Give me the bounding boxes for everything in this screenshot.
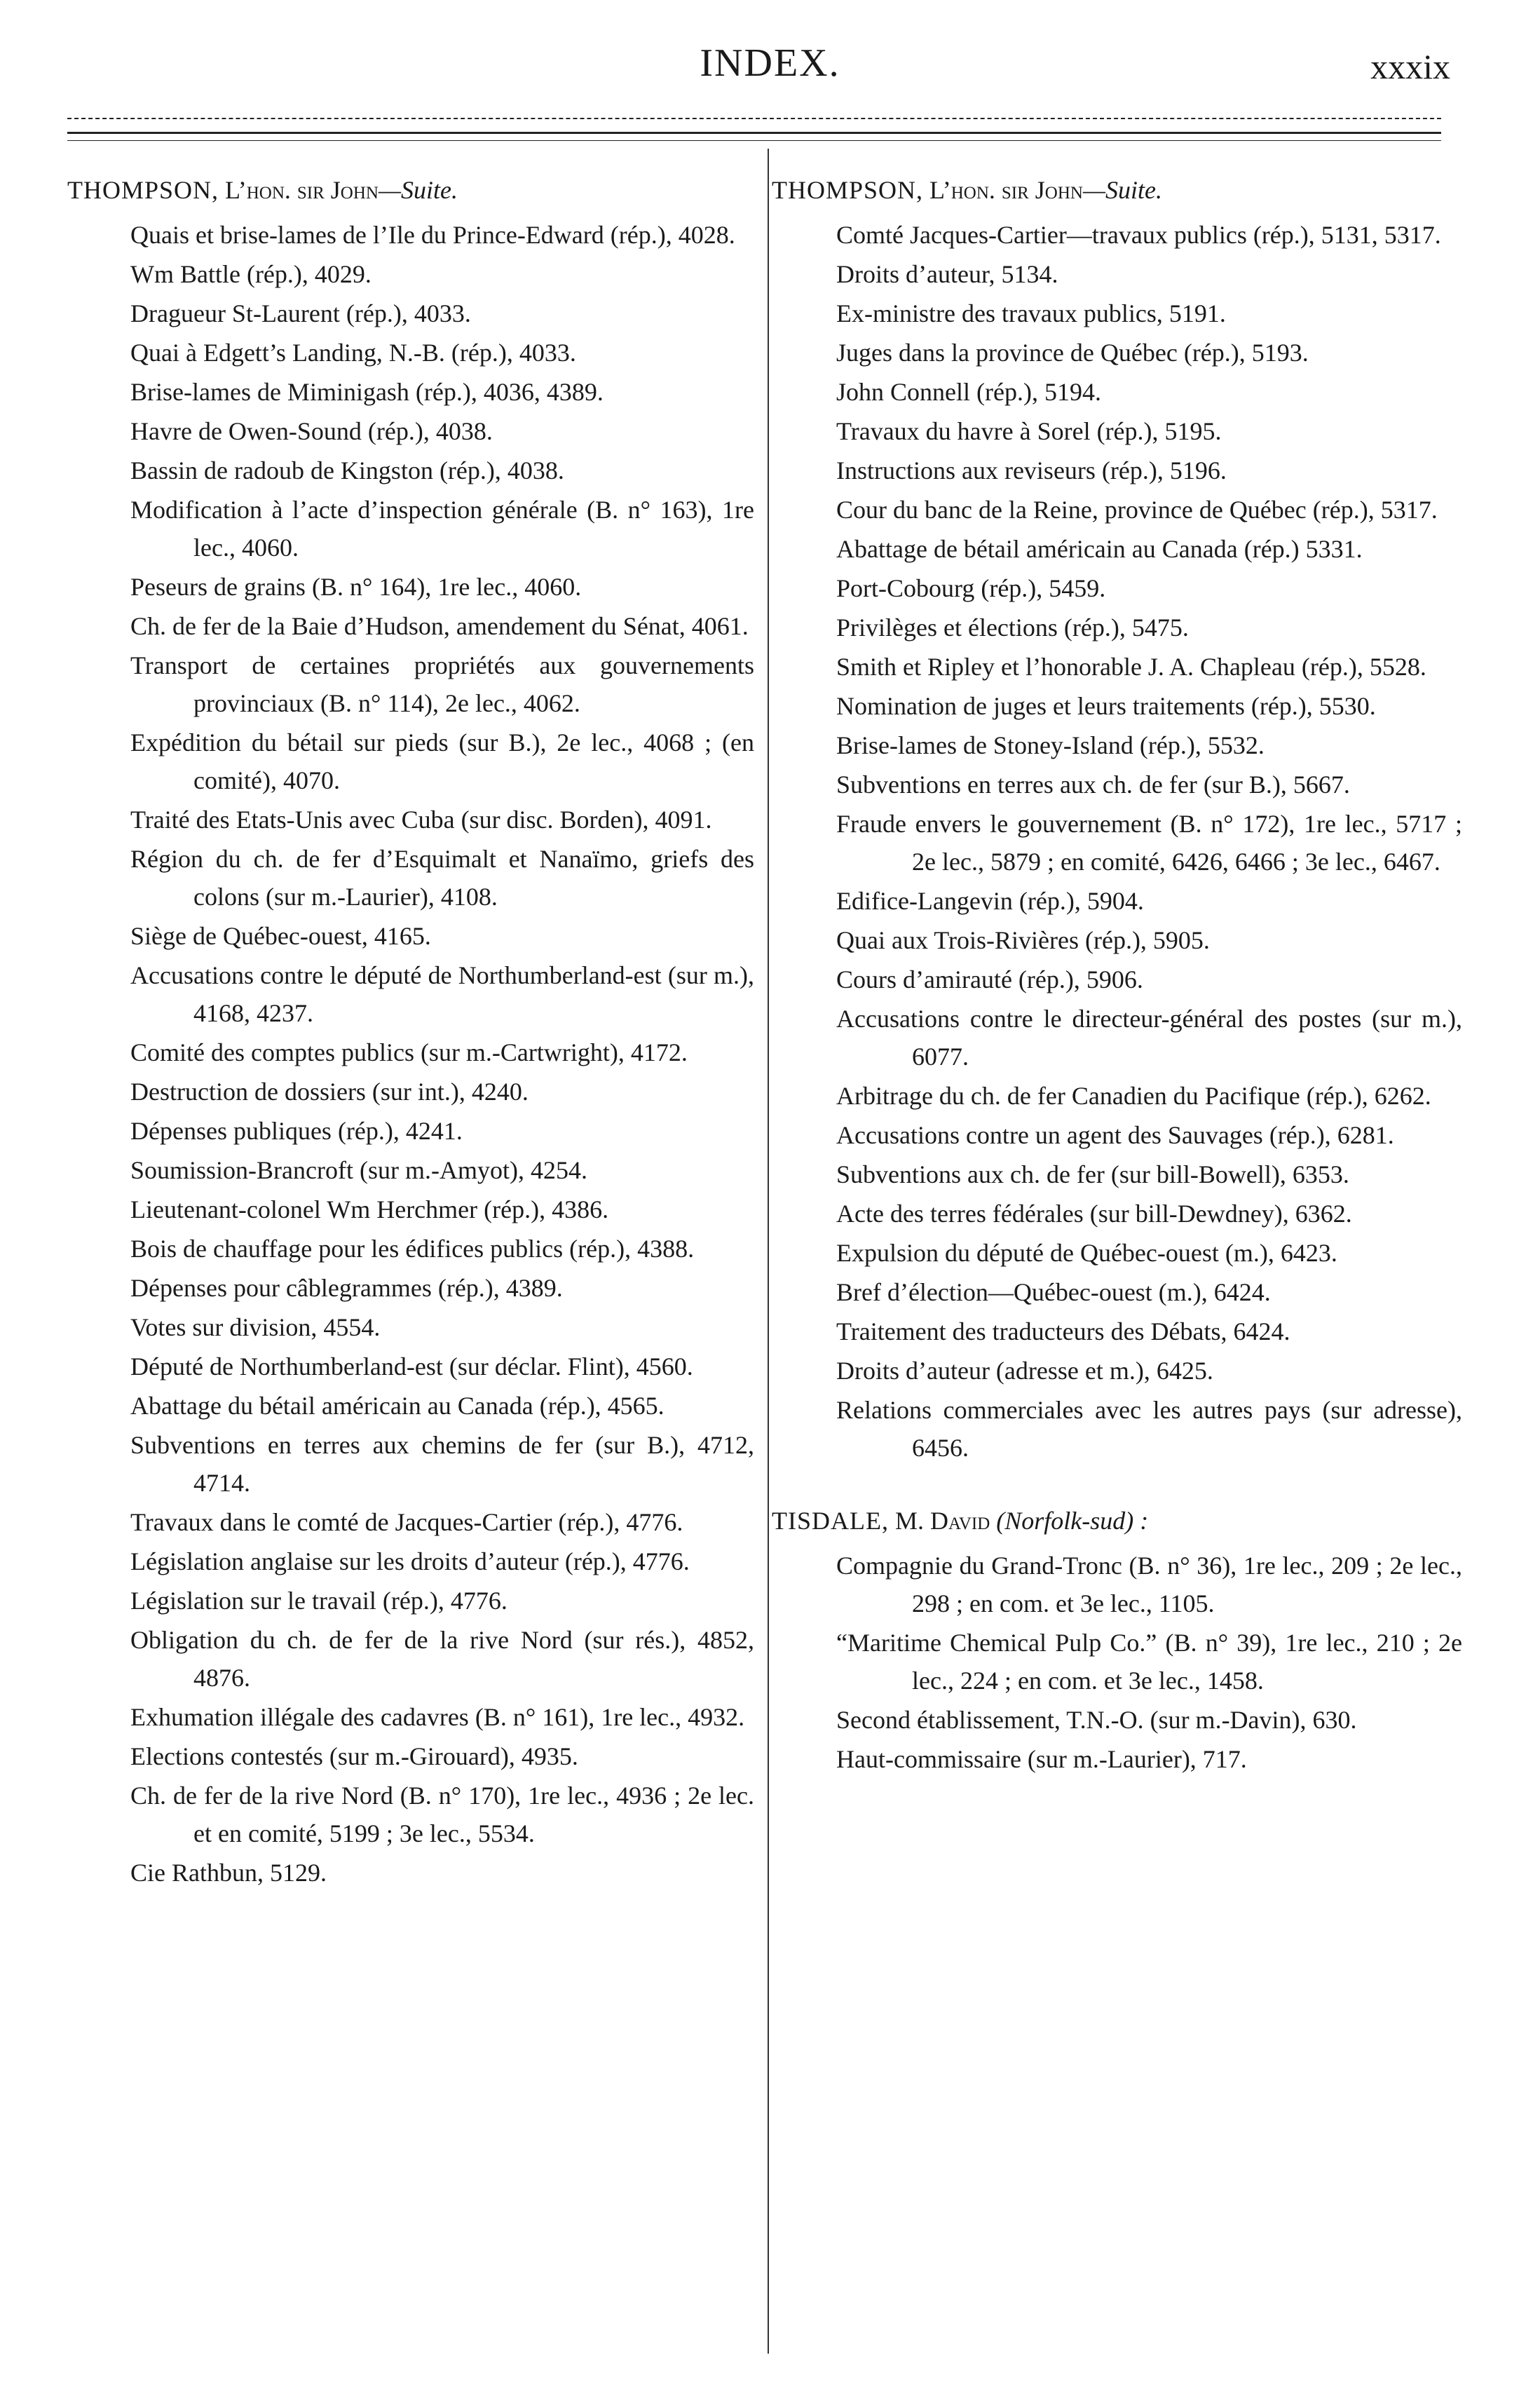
index-entry: Ex-ministre des travaux publics, 5191. (836, 299, 1226, 327)
index-entry: Comté Jacques-Cartier—travaux publics (rép.), 5131, 5317. (836, 221, 1441, 249)
heading-riding: (Norfolk-sud) : (996, 1507, 1149, 1535)
index-entry: Exhumation illégale des cadavres (B. n° 161), 1re lec., 4932. (130, 1703, 745, 1731)
index-entry: Travaux dans le comté de Jacques-Cartier (rép.), 4776. (130, 1508, 683, 1536)
index-entry: Subventions en terres aux chemins de fer (sur B.), 4712, 4714. (130, 1431, 754, 1497)
index-entry: Destruction de dossiers (sur int.), 4240. (130, 1078, 529, 1106)
index-entry: Siège de Québec-ouest, 4165. (130, 922, 431, 950)
column-divider (768, 149, 769, 2354)
index-entry: Ch. de fer de la Baie d’Hudson, amendement du Sénat, 4061. (130, 612, 749, 640)
index-entry: Abattage du bétail américain au Canada (rép.), 4565. (130, 1392, 665, 1420)
index-entry: Cours d’amirauté (rép.), 5906. (836, 965, 1143, 993)
index-entry: Traité des Etats-Unis avec Cuba (sur disc. Borden), 4091. (130, 806, 712, 834)
index-entry: Expulsion du député de Québec-ouest (m.), 6423. (836, 1239, 1337, 1267)
index-entry: Cie Rathbun, 5129. (130, 1859, 327, 1887)
index-entry: Accusations contre le député de Northumberland-est (sur m.), 4168, 4237. (130, 961, 754, 1027)
index-entry: Subventions aux ch. de fer (sur bill-Bowell), 6353. (836, 1160, 1349, 1188)
index-entry: Brise-lames de Stoney-Island (rép.), 5532. (836, 731, 1265, 759)
index-entry: Bois de chauffage pour les édifices publics (rép.), 4388. (130, 1235, 695, 1263)
index-entry: Nomination de juges et leurs traitements (rép.), 5530. (836, 692, 1376, 720)
index-entry: Droits d’auteur (adresse et m.), 6425. (836, 1357, 1213, 1385)
heading-name: THOMPSON, (772, 176, 924, 204)
index-entry: Cour du banc de la Reine, province de Québec (rép.), 5317. (836, 496, 1438, 524)
index-entry: Traitement des traducteurs des Débats, 6424. (836, 1317, 1290, 1345)
index-entry: Dépenses pour câblegrammes (rép.), 4389. (130, 1274, 563, 1302)
index-entry: Ch. de fer de la rive Nord (B. n° 170), 1re lec., 4936 ; 2e lec. et en comité, 5199 ; 3e lec., 5534. (130, 1782, 754, 1847)
running-title: INDEX. (700, 41, 840, 85)
index-entry: Abattage de bétail américain au Canada (rép.) 5331. (836, 535, 1363, 563)
index-entry: Accusations contre un agent des Sauvages (rép.), 6281. (836, 1121, 1394, 1149)
heading-title: M. David (894, 1507, 990, 1535)
index-entry: Second établissement, T.N.-O. (sur m.-Davin), 630. (836, 1706, 1357, 1734)
right-column (772, 171, 1462, 1779)
index-entry: Législation sur le travail (rép.), 4776. (130, 1587, 507, 1615)
right-column-heading (772, 171, 1462, 209)
index-entry: Smith et Ripley et l’honorable J. A. Chapleau (rép.), 5528. (836, 653, 1426, 681)
heading-name: TISDALE, (772, 1507, 889, 1535)
index-entry: Juges dans la province de Québec (rép.), 5193. (836, 339, 1309, 367)
index-entry: Quais et brise-lames de l’Ile du Prince-Edward (rép.), 4028. (130, 221, 735, 249)
left-column (67, 171, 754, 1893)
index-entry: Dragueur St-Laurent (rép.), 4033. (130, 299, 471, 327)
left-entry-list (67, 216, 754, 1892)
index-entry: Acte des terres fédérales (sur bill-Dewdney), 6362. (836, 1200, 1352, 1228)
index-entry: Bassin de radoub de Kingston (rép.), 4038. (130, 456, 564, 484)
index-entry: Bref d’élection—Québec-ouest (m.), 6424. (836, 1278, 1271, 1306)
index-entry: Soumission-Brancroft (sur m.-Amyot), 4254. (130, 1156, 587, 1184)
index-entry: Accusations contre le directeur-général des postes (sur m.), 6077. (836, 1005, 1462, 1071)
header-rule-dashed (67, 118, 1441, 119)
index-entry: Fraude envers le gouvernement (B. n° 172), 1re lec., 5717 ; 2e lec., 5879 ; en comité, 6426, 6466 ; 3e lec., 6467. (836, 810, 1462, 876)
index-entry: Privilèges et élections (rép.), 5475. (836, 613, 1189, 642)
index-entry: Quai à Edgett’s Landing, N.-B. (rép.), 4033. (130, 339, 576, 367)
index-entry: Port-Cobourg (rép.), 5459. (836, 574, 1106, 602)
index-entry: “Maritime Chemical Pulp Co.” (B. n° 39), 1re lec., 210 ; 2e lec., 224 ; en com. et 3e lec., 1458. (836, 1629, 1462, 1695)
section-spacer (772, 1468, 1462, 1502)
index-entry: Peseurs de grains (B. n° 164), 1re lec., 4060. (130, 573, 582, 601)
index-entry: Lieutenant-colonel Wm Herchmer (rép.), 4386. (130, 1195, 609, 1223)
index-entry: Havre de Owen-Sound (rép.), 4038. (130, 417, 493, 445)
tisdale-heading (772, 1502, 1462, 1540)
right-entry-list (772, 216, 1462, 1467)
index-entry: Edifice-Langevin (rép.), 5904. (836, 887, 1144, 915)
index-entry: Droits d’auteur, 5134. (836, 260, 1058, 288)
header-rule-thick (67, 132, 1441, 134)
index-entry: Elections contestés (sur m.-Girouard), 4935. (130, 1742, 578, 1770)
index-entry: Dépenses publiques (rép.), 4241. (130, 1117, 463, 1145)
heading-title: L’hon. sir John (225, 176, 379, 204)
index-entry: Expédition du bétail sur pieds (sur B.), 2e lec., 4068 ; (en comité), 4070. (130, 728, 754, 794)
index-entry: Député de Northumberland-est (sur déclar. Flint), 4560. (130, 1352, 693, 1380)
index-entry: Législation anglaise sur les droits d’auteur (rép.), 4776. (130, 1547, 690, 1575)
index-entry: Quai aux Trois-Rivières (rép.), 5905. (836, 926, 1210, 954)
header-rule-thin (67, 140, 1441, 141)
page-number: xxxix (1370, 47, 1450, 86)
index-entry: Transport de certaines propriétés aux gouvernements provinciaux (B. n° 114), 2e lec., 4062. (130, 651, 754, 717)
page-header (0, 0, 1540, 98)
index-entry: Subventions en terres aux ch. de fer (sur B.), 5667. (836, 771, 1350, 799)
index-entry: Obligation du ch. de fer de la rive Nord (sur rés.), 4852, 4876. (130, 1626, 754, 1692)
index-entry: John Connell (rép.), 5194. (836, 378, 1101, 406)
index-entry: Instructions aux reviseurs (rép.), 5196. (836, 456, 1227, 484)
heading-continued: —Suite. (1082, 176, 1162, 204)
heading-title: L’hon. sir John (929, 176, 1083, 204)
left-column-heading (67, 171, 754, 209)
heading-continued: —Suite. (378, 176, 458, 204)
index-entry: Région du ch. de fer d’Esquimalt et Nanaïmo, griefs des colons (sur m.-Laurier), 4108. (130, 845, 754, 911)
index-entry: Wm Battle (rép.), 4029. (130, 260, 372, 288)
index-entry: Arbitrage du ch. de fer Canadien du Pacifique (rép.), 6262. (836, 1082, 1431, 1110)
index-entry: Travaux du havre à Sorel (rép.), 5195. (836, 417, 1222, 445)
index-entry: Haut-commissaire (sur m.-Laurier), 717. (836, 1745, 1247, 1773)
index-entry: Votes sur division, 4554. (130, 1313, 381, 1341)
index-entry: Compagnie du Grand-Tronc (B. n° 36), 1re lec., 209 ; 2e lec., 298 ; en com. et 3e lec., 1105. (836, 1552, 1462, 1617)
index-entry: Brise-lames de Miminigash (rép.), 4036, 4389. (130, 378, 604, 406)
heading-name: THOMPSON, (67, 176, 219, 204)
index-entry: Relations commerciales avec les autres pays (sur adresse), 6456. (836, 1396, 1462, 1462)
tisdale-entry-list (772, 1547, 1462, 1778)
index-entry: Modification à l’acte d’inspection générale (B. n° 163), 1re lec., 4060. (130, 496, 754, 562)
index-entry: Comité des comptes publics (sur m.-Cartwright), 4172. (130, 1038, 688, 1066)
